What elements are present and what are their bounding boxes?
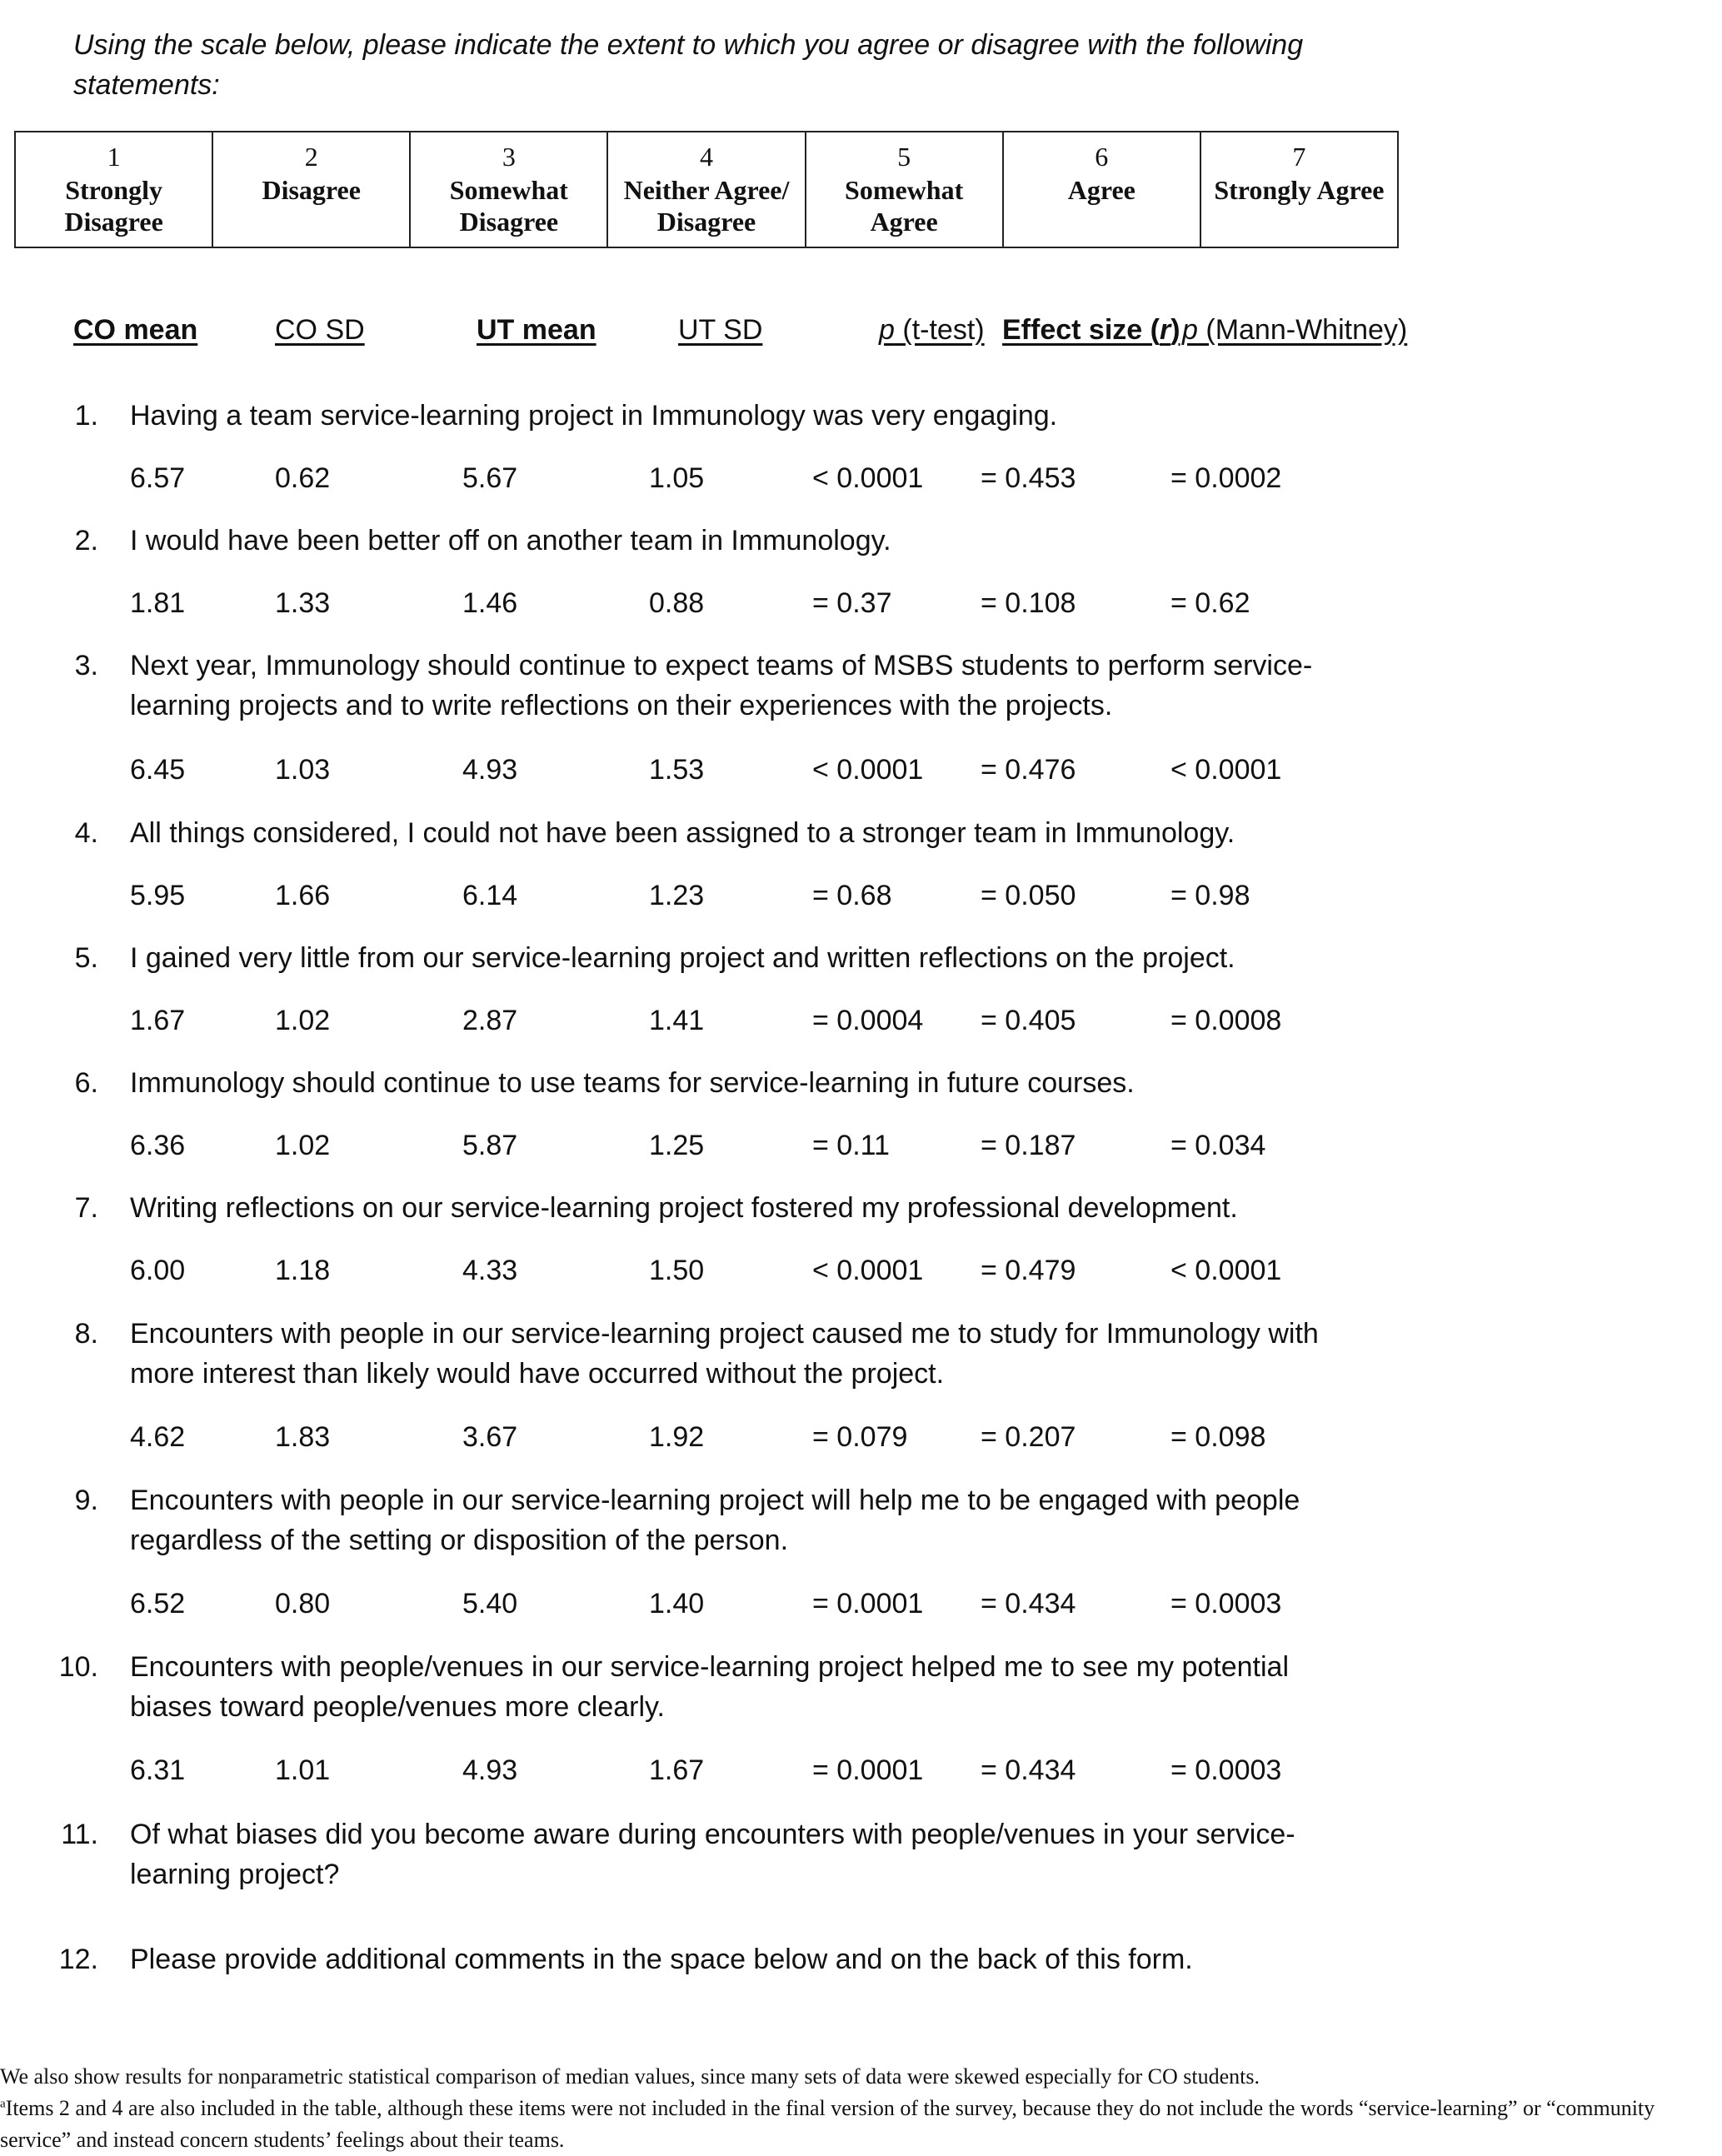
item-number: 6.: [74, 1067, 98, 1099]
value-co-mean: 6.57: [130, 462, 186, 494]
value-co-mean: 6.45: [130, 754, 186, 786]
value-ut-mean: 4.33: [462, 1255, 518, 1286]
value-effect-size: = 0.108: [981, 587, 1076, 619]
value-co-sd: 1.02: [275, 1130, 331, 1161]
scale-number: 2: [304, 142, 318, 172]
likert-scale-table: [14, 131, 1399, 248]
scale-label: Strongly Agree: [1214, 175, 1385, 205]
item-statement: Of what biases did you become aware during encounters with people/venues in your service-learning project?: [130, 1819, 1295, 1890]
scale-cell: [1003, 132, 1200, 247]
value-p-ttest: = 0.68: [812, 880, 892, 911]
value-ut-sd: 0.88: [649, 587, 705, 619]
value-p-ttest: < 0.0001: [812, 1255, 924, 1286]
value-effect-size: = 0.207: [981, 1421, 1076, 1453]
item-number: 2.: [74, 525, 98, 556]
scale-cell: [410, 132, 607, 247]
value-effect-size: = 0.050: [981, 880, 1076, 911]
item-statement: Having a team service-learning project in Immunology was very engaging.: [130, 400, 1058, 432]
value-p-mann-whitney: = 0.0003: [1170, 1754, 1282, 1786]
value-ut-mean: 6.14: [462, 880, 518, 911]
value-p-ttest: = 0.37: [812, 587, 892, 619]
header-effect-prefix: Effect size (: [1002, 314, 1160, 346]
value-co-sd: 0.80: [275, 1588, 331, 1619]
value-co-mean: 5.95: [130, 880, 186, 911]
scale-number: 6: [1095, 142, 1109, 172]
value-ut-sd: 1.25: [649, 1130, 705, 1161]
survey-instructions: Using the scale below, please indicate the extent to which you agree or disagree with the following statements:: [73, 29, 1304, 101]
value-ut-mean: 5.67: [462, 462, 518, 494]
scale-label: Neither Agree/ Disagree: [623, 175, 790, 237]
value-ut-sd: 1.05: [649, 462, 705, 494]
item-number: 12.: [58, 1944, 98, 1975]
value-co-sd: 0.62: [275, 462, 331, 494]
scale-cell: [607, 132, 805, 247]
value-p-mann-whitney: = 0.98: [1170, 880, 1250, 911]
item-statement: Encounters with people/venues in our service-learning project helped me to see my potential biases toward people/venues more clearly.: [130, 1651, 1290, 1723]
value-ut-mean: 5.87: [462, 1130, 518, 1161]
item-number: 10.: [58, 1651, 98, 1683]
header-p-mw-label: (Mann-Whitney): [1197, 314, 1408, 346]
value-effect-size: = 0.434: [981, 1754, 1076, 1786]
item-number: 8.: [74, 1318, 98, 1350]
footnote-items-text: Items 2 and 4 are also included in the table, although these items were not included in the final version of the survey, because they do not include the words “service-learning” or “community: [5, 2096, 1655, 2120]
value-co-mean: 4.62: [130, 1421, 186, 1453]
value-co-mean: 1.67: [130, 1005, 186, 1036]
item-statement: Encounters with people in our service-learning project will help me to be engaged with people regardless of the setting or disposition of the person.: [130, 1485, 1300, 1556]
item-number: 7.: [74, 1192, 98, 1224]
value-ut-mean: 3.67: [462, 1421, 518, 1453]
header-co-mean: CO mean: [73, 314, 198, 346]
item-number: 1.: [74, 400, 98, 432]
item-number: 4.: [74, 817, 98, 849]
value-effect-size: = 0.405: [981, 1005, 1076, 1036]
value-ut-sd: 1.23: [649, 880, 705, 911]
header-p-ttest: [879, 311, 985, 349]
footnote-marker: a: [0, 2097, 6, 2111]
value-ut-mean: 1.46: [462, 587, 518, 619]
value-p-mann-whitney: = 0.0002: [1170, 462, 1282, 494]
header-p-mw-letter: p: [1182, 314, 1198, 346]
header-p-mann-whitney: [1182, 311, 1407, 349]
value-ut-sd: 1.40: [649, 1588, 705, 1619]
value-ut-mean: 2.87: [462, 1005, 518, 1036]
value-ut-mean: 4.93: [462, 754, 518, 786]
item-statement: All things considered, I could not have been assigned to a stronger team in Immunology.: [130, 817, 1235, 849]
value-p-ttest: = 0.0001: [812, 1588, 924, 1619]
value-co-mean: 6.52: [130, 1588, 186, 1619]
header-effect-suffix: ): [1170, 314, 1180, 346]
item-statement: Encounters with people in our service-learning project caused me to study for Immunology with more interest than likely would have occurred without the project.: [130, 1318, 1319, 1390]
value-ut-mean: 4.93: [462, 1754, 518, 1786]
item-number: 3.: [74, 650, 98, 681]
value-effect-size: = 0.479: [981, 1255, 1076, 1286]
value-ut-sd: 1.53: [649, 754, 705, 786]
footnote-items-continued: service” and instead concern students’ feelings about their teams.: [0, 2128, 565, 2152]
header-p-ttest-label: (t-test): [894, 314, 985, 346]
item-number: 5.: [74, 942, 98, 974]
scale-number: 1: [107, 142, 121, 172]
value-ut-mean: 5.40: [462, 1588, 518, 1619]
scale-label: Disagree: [262, 175, 361, 205]
value-ut-sd: 1.92: [649, 1421, 705, 1453]
value-co-sd: 1.02: [275, 1005, 331, 1036]
scale-cell: [15, 132, 212, 247]
value-p-mann-whitney: = 0.62: [1170, 587, 1250, 619]
item-statement: Please provide additional comments in the space below and on the back of this form.: [130, 1944, 1193, 1975]
value-p-ttest: < 0.0001: [812, 462, 924, 494]
value-co-sd: 1.18: [275, 1255, 331, 1286]
scale-label: Somewhat Disagree: [449, 175, 568, 237]
value-effect-size: = 0.434: [981, 1588, 1076, 1619]
value-co-sd: 1.66: [275, 880, 331, 911]
value-p-mann-whitney: = 0.098: [1170, 1421, 1266, 1453]
scale-cell: [806, 132, 1003, 247]
value-co-sd: 1.33: [275, 587, 331, 619]
value-p-ttest: = 0.0004: [812, 1005, 924, 1036]
footnote-nonparametric: We also show results for nonparametric statistical comparison of median values, since many sets of data were skewed especially for CO students.: [0, 2064, 1260, 2089]
item-statement: Writing reflections on our service-learning project fostered my professional development.: [130, 1192, 1238, 1224]
scale-number: 5: [897, 142, 911, 172]
value-co-sd: 1.03: [275, 754, 331, 786]
header-ut-sd: UT SD: [678, 314, 763, 346]
value-p-mann-whitney: < 0.0001: [1170, 754, 1282, 786]
value-ut-sd: 1.50: [649, 1255, 705, 1286]
value-co-mean: 6.00: [130, 1255, 186, 1286]
header-ut-mean: UT mean: [477, 314, 596, 346]
scale-cell: [212, 132, 410, 247]
value-p-mann-whitney: < 0.0001: [1170, 1255, 1282, 1286]
item-statement: Immunology should continue to use teams for service-learning in future courses.: [130, 1067, 1135, 1099]
value-p-mann-whitney: = 0.034: [1170, 1130, 1266, 1161]
scale-label: Somewhat Agree: [845, 175, 964, 237]
item-statement: I would have been better off on another team in Immunology.: [130, 525, 891, 556]
value-ut-sd: 1.41: [649, 1005, 705, 1036]
scale-number: 3: [502, 142, 516, 172]
likert-scale-row: [15, 132, 1398, 247]
header-co-sd: CO SD: [275, 314, 365, 346]
footnote-items-note: [0, 2093, 1655, 2124]
value-co-mean: 6.36: [130, 1130, 186, 1161]
scale-number: 7: [1292, 142, 1306, 172]
value-p-ttest: < 0.0001: [812, 754, 924, 786]
value-effect-size: = 0.476: [981, 754, 1076, 786]
value-p-ttest: = 0.079: [812, 1421, 908, 1453]
header-p-ttest-letter: p: [879, 314, 895, 346]
header-effect-size: [1002, 311, 1180, 349]
value-effect-size: = 0.453: [981, 462, 1076, 494]
item-statement: Next year, Immunology should continue to expect teams of MSBS students to perform service-learning projects and to write reflections on their experiences with the projects.: [130, 650, 1313, 721]
value-co-mean: 1.81: [130, 587, 186, 619]
scale-number: 4: [699, 142, 713, 172]
value-p-mann-whitney: = 0.0003: [1170, 1588, 1282, 1619]
value-p-ttest: = 0.11: [812, 1130, 890, 1161]
item-number: 11.: [61, 1819, 98, 1850]
value-co-sd: 1.01: [275, 1754, 331, 1786]
scale-label: Strongly Disagree: [64, 175, 163, 237]
item-number: 9.: [74, 1485, 98, 1516]
value-ut-sd: 1.67: [649, 1754, 705, 1786]
scale-cell: [1200, 132, 1398, 247]
scale-label: Agree: [1067, 175, 1136, 205]
value-p-ttest: = 0.0001: [812, 1754, 924, 1786]
value-co-sd: 1.83: [275, 1421, 331, 1453]
value-effect-size: = 0.187: [981, 1130, 1076, 1161]
value-p-mann-whitney: = 0.0008: [1170, 1005, 1282, 1036]
header-effect-r: r: [1159, 314, 1171, 346]
value-co-mean: 6.31: [130, 1754, 186, 1786]
item-statement: I gained very little from our service-learning project and written reflections on the project.: [130, 942, 1235, 974]
